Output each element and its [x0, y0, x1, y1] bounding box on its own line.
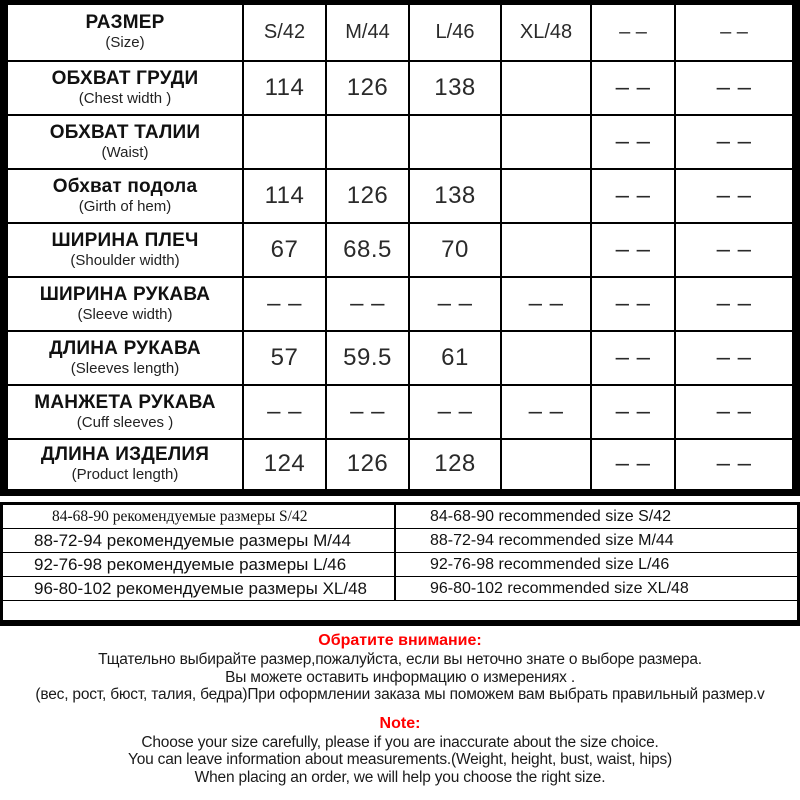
recommended-ru: 84-68-90 рекомендуемые размеры S/42	[3, 505, 396, 528]
measure-cell	[501, 331, 591, 385]
size-cell: L/46	[409, 3, 501, 61]
measure-cell: 138	[409, 169, 501, 223]
recommended-sizes-table	[0, 502, 800, 626]
table-row-shoulder	[4, 223, 796, 277]
row-label-en: (Girth of hem)	[78, 197, 172, 215]
row-label-ru: ОБХВАТ ГРУДИ	[51, 67, 199, 89]
row-label-en: (Shoulder width)	[70, 251, 180, 269]
row-label-ru: ОБХВАТ ТАЛИИ	[49, 121, 201, 143]
measure-cell: – –	[243, 385, 326, 439]
recommended-row	[3, 505, 797, 529]
measure-cell: – –	[675, 115, 796, 169]
recommended-row	[3, 529, 797, 553]
measure-cell	[501, 115, 591, 169]
recommended-ru: 88-72-94 рекомендуемые размеры M/44	[3, 529, 396, 552]
measure-cell: – –	[675, 439, 796, 493]
measure-cell: – –	[501, 277, 591, 331]
measure-cell: – –	[591, 61, 675, 115]
measure-cell: – –	[591, 277, 675, 331]
row-label-product-length	[4, 439, 243, 493]
measure-cell	[501, 61, 591, 115]
table-row-sleeve-length	[4, 331, 796, 385]
measure-cell: 128	[409, 439, 501, 493]
measure-cell: – –	[675, 169, 796, 223]
table-row-hem	[4, 169, 796, 223]
row-label-ru: ШИРИНА ПЛЕЧ	[51, 229, 199, 251]
measure-cell: 67	[243, 223, 326, 277]
measure-cell: 114	[243, 169, 326, 223]
measure-cell: – –	[591, 385, 675, 439]
row-label-ru: РАЗМЕР	[85, 12, 165, 34]
note-heading-ru: Обратите внимание:	[318, 632, 482, 649]
recommended-row	[3, 577, 797, 601]
row-label-size	[4, 3, 243, 61]
measure-cell: – –	[243, 277, 326, 331]
measure-cell: – –	[591, 439, 675, 493]
measure-cell: 70	[409, 223, 501, 277]
measure-cell: 59.5	[326, 331, 409, 385]
measure-cell: 68.5	[326, 223, 409, 277]
size-cell: S/42	[243, 3, 326, 61]
row-label-waist	[4, 115, 243, 169]
note-line-ru: Тщательно выбирайте размер,пожалуйста, если вы неточно знате о выборе размера.	[98, 651, 702, 668]
measure-cell	[501, 439, 591, 493]
measure-cell: – –	[675, 223, 796, 277]
recommended-en: 92-76-98 recommended size L/46	[430, 555, 670, 573]
measure-cell	[409, 115, 501, 169]
row-label-sleeve-width	[4, 277, 243, 331]
row-label-ru: МАНЖЕТА РУКАВА	[34, 391, 216, 413]
measure-cell: – –	[675, 61, 796, 115]
row-label-shoulder	[4, 223, 243, 277]
measure-cell: 126	[326, 169, 409, 223]
recommended-ru: 96-80-102 рекомендуемые размеры XL/48	[3, 577, 396, 600]
note-line-ru: (вес, рост, бюст, талия, бедра)При оформлении заказа мы поможем вам выбрать правильный размер.v	[35, 686, 765, 703]
note-line-en: When placing an order, we will help you choose the right size.	[194, 768, 606, 786]
note-line-en: You can leave information about measurements.(Weight, height, bust, waist, hips)	[127, 751, 673, 768]
row-label-en: (Sleeve width)	[77, 305, 173, 323]
measure-cell: 126	[326, 439, 409, 493]
row-label-ru: ШИРИНА РУКАВА	[39, 283, 211, 305]
measure-cell: – –	[591, 331, 675, 385]
size-cell: XL/48	[501, 3, 591, 61]
note-line-en: Choose your size carefully, please if you are inaccurate about the size choice.	[141, 733, 659, 751]
measure-cell	[243, 115, 326, 169]
row-label-en: (Sleeves length)	[70, 359, 180, 377]
note-line-ru: Вы можете оставить информацию о измерениях .	[225, 668, 575, 686]
row-label-hem	[4, 169, 243, 223]
recommended-ru: 92-76-98 рекомендуемые размеры L/46	[3, 553, 396, 576]
table-row-product-length	[4, 439, 796, 493]
measure-cell: 114	[243, 61, 326, 115]
row-label-en: (Cuff sleeves )	[76, 413, 174, 431]
row-label-sleeve-length	[4, 331, 243, 385]
row-label-en: (Size)	[105, 34, 145, 52]
measure-cell	[501, 169, 591, 223]
table-row-cuff	[4, 385, 796, 439]
measure-cell: – –	[591, 223, 675, 277]
table-row-waist	[4, 115, 796, 169]
measure-cell: – –	[591, 115, 675, 169]
notes-section	[0, 626, 800, 786]
measure-cell: 124	[243, 439, 326, 493]
recommended-en: 88-72-94 recommended size M/44	[430, 531, 674, 549]
size-cell: – –	[675, 3, 796, 61]
measure-cell: – –	[409, 277, 501, 331]
recommended-table-spacer	[3, 601, 797, 620]
measure-cell: – –	[675, 331, 796, 385]
measure-cell	[326, 115, 409, 169]
measure-cell: – –	[675, 277, 796, 331]
recommended-en: 96-80-102 recommended size XL/48	[430, 579, 689, 597]
measure-cell	[501, 223, 591, 277]
row-label-cuff	[4, 385, 243, 439]
measure-cell: – –	[326, 277, 409, 331]
table-row-sleeve-width	[4, 277, 796, 331]
size-cell: – –	[591, 3, 675, 61]
row-label-ru: ДЛИНА РУКАВА	[49, 337, 201, 359]
measure-cell: 61	[409, 331, 501, 385]
recommended-row	[3, 553, 797, 577]
row-label-ru: ДЛИНА ИЗДЕЛИЯ	[40, 444, 210, 466]
table-row-chest	[4, 61, 796, 115]
row-label-en: (Chest width )	[78, 89, 172, 107]
measure-cell: – –	[409, 385, 501, 439]
measure-cell: 138	[409, 61, 501, 115]
measure-cell: – –	[326, 385, 409, 439]
row-label-en: (Product length)	[71, 466, 179, 484]
size-cell: M/44	[326, 3, 409, 61]
measure-cell: 126	[326, 61, 409, 115]
row-label-chest	[4, 61, 243, 115]
table-row-size	[4, 3, 796, 61]
row-label-en: (Waist)	[101, 143, 149, 161]
measure-cell: – –	[591, 169, 675, 223]
measure-cell: 57	[243, 331, 326, 385]
recommended-en: 84-68-90 recommended size S/42	[430, 507, 672, 525]
row-label-ru: Обхват подола	[52, 175, 198, 197]
measure-cell: – –	[675, 385, 796, 439]
measure-cell: – –	[501, 385, 591, 439]
note-heading-en: Note:	[379, 714, 421, 732]
